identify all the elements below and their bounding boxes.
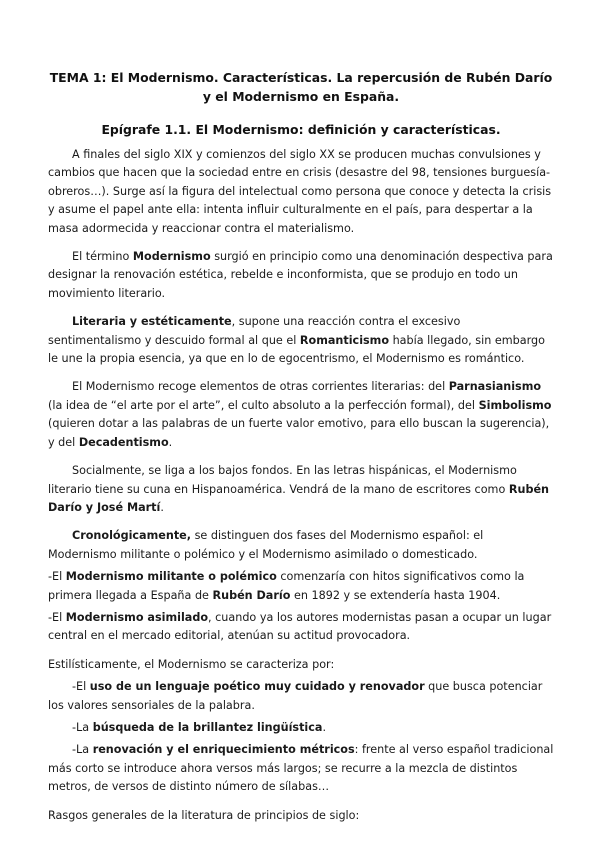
list-item-lenguaje: -El uso de un lenguaje poético muy cuidado y renovador que busca potenciar los valores sensoriales de la palabra. [48,680,543,712]
list-item-asimilado: -El Modernismo asimilado, cuando ya los autores modernistas pasan a ocupar un lugar central en el mercado editorial, atenúan su actitud provocadora. [48,610,552,643]
paragraph-literary: Literaria y estéticamente, supone una reacción contra el excesivo sentimentalismo y descuido formal al que el Romanticismo había llegado, sin embargo le une la propia esencia, ya que en lo de egocentrismo, el Modernismo es romántico. [48,315,545,366]
paragraph-term: El término Modernismo surgió en principio como una denominación despectiva para designar la renovación estética, rebelde e inconformista, que se produjo en todo un movimiento literario. [48,250,553,300]
list-item-brillantez: -La búsqueda de la brillantez lingüística. [72,720,327,734]
document-page [48,68,554,835]
list-item-metrica: -La renovación y el enriquecimiento métricos: frente al verso español tradicional más corto se introduce ahora versos más largos; se recurre a la mezcla de distintos metros, de versos de distinto número de sílabas… [48,743,554,794]
paragraph-general-features: Rasgos generales de la literatura de principios de siglo: [48,808,360,822]
list-item-militante: -El Modernismo militante o polémico comenzaría con hitos significativos como la primera llegada a España de Rubén Darío en 1892 y se extendería hasta 1904. [48,570,525,602]
section-heading: Epígrafe 1.1. El Modernismo: definición y características. [101,122,501,137]
paragraph-stylistic-intro: Estilísticamente, el Modernismo se caracteriza por: [48,657,335,671]
paragraph-influences: El Modernismo recoge elementos de otras corrientes literarias: del Parnasianismo (la idea de “el arte por el arte”, el culto absoluto a la perfección formal), del Simbolismo (quieren dotar a las palabras de un fuerte valor emotivo, para ello buscan la sugerencia), y del Decadentismo. [48,380,552,449]
paragraph-context: A finales del siglo XIX y comienzos del siglo XX se producen muchas convulsiones y cambios que hacen que la sociedad entre en crisis (desastre del 98, tensiones burguesía-obreros…). Surge así la figura del intelectual como persona que conoce y detecta la crisis y asume el papel ante ella: intenta influir culturalmente en el país, para despertar a la masa adormecida y reaccionar contra el materialismo. [48,148,552,235]
paragraph-chronology: Cronológicamente, se distinguen dos fases del Modernismo español: el Modernismo militante o polémico y el Modernismo asimilado o domesticado. [48,529,484,561]
paragraph-social: Socialmente, se liga a los bajos fondos. En las letras hispánicas, el Modernismo literario tiene su cuna en Hispanoamérica. Vendrá de la mano de escritores como Rubén Darío y José Martí. [48,464,549,514]
page-title: TEMA 1: El Modernismo. Características. La repercusión de Rubén Darío y el Modernismo en España. [49,70,553,104]
